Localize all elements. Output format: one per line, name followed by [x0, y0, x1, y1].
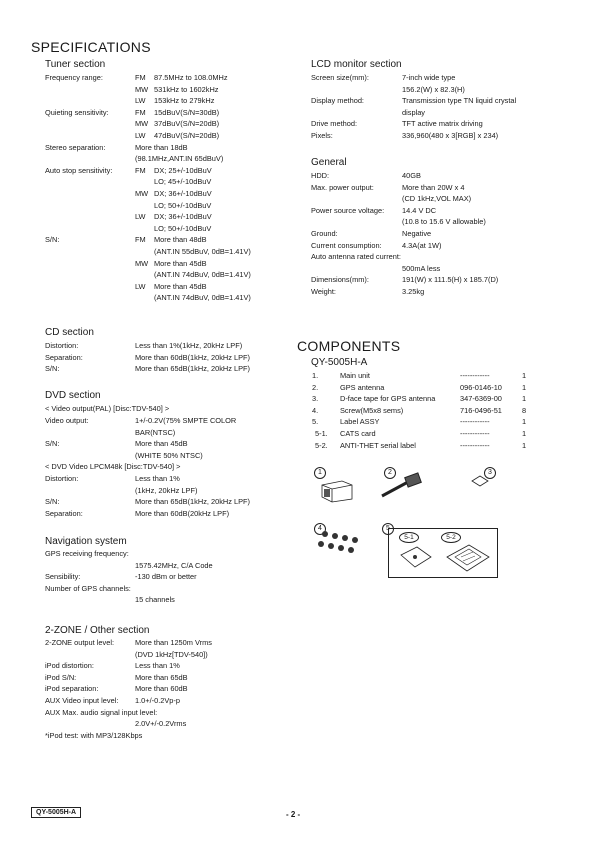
page-title: SPECIFICATIONS: [31, 39, 151, 55]
band-label: FM: [135, 235, 146, 245]
spec-value: BAR(NTSC): [135, 427, 176, 437]
component-number: 4.: [312, 405, 319, 415]
gps-antenna-drawing: [378, 472, 428, 500]
band-label: FM: [135, 73, 146, 82]
spec-value: More than 48dB: [154, 235, 207, 245]
spec-value: More than 60dB: [135, 684, 188, 694]
band-label: MW: [135, 84, 149, 94]
spec-label: S/N:: [45, 439, 60, 449]
spec-value: More than 45dB: [135, 439, 188, 449]
spec-value: 37dBuV(S/N=20dB): [154, 119, 220, 129]
spec-value: (ANT.IN 74dBuV, 0dB=1.41V): [154, 270, 251, 280]
lcd-heading: LCD monitor section: [311, 59, 402, 70]
component-quantity: 1: [522, 417, 527, 427]
spec-label: Dimensions(mm):: [311, 275, 369, 285]
band-label: FM: [135, 165, 146, 175]
tape-drawing: [470, 474, 490, 488]
spec-value: 191(W) x 111.5(H) x 185.7(D): [402, 275, 499, 285]
callout-1: 1: [314, 467, 326, 479]
component-number: 5-2.: [315, 440, 328, 450]
spec-value: 1.0+/-0.2Vp-p: [135, 696, 180, 705]
component-number: 5.: [312, 417, 319, 427]
spec-value: -130 dBm or better: [135, 572, 197, 582]
band-label: MW: [135, 119, 149, 129]
component-quantity: 8: [522, 405, 527, 415]
spec-label: Pixels:: [311, 131, 333, 140]
components-title: COMPONENTS: [297, 338, 401, 354]
spec-value: Less than 1%: [135, 474, 180, 483]
spec-value: DX; 36+/-10dBuV: [154, 212, 212, 222]
spec-label: Sensibility:: [45, 572, 81, 582]
callout-5-1: 5-1: [399, 532, 419, 543]
spec-label: iPod distortion:: [45, 661, 94, 671]
spec-value: (ANT.IN 55dBuV, 0dB=1.41V): [154, 247, 251, 256]
spec-value: More than 1250m Vrms: [135, 638, 212, 647]
spec-label: 2-ZONE output level:: [45, 638, 115, 647]
component-quantity: 1: [522, 440, 527, 450]
spec-label: Drive method:: [311, 119, 358, 129]
component-name: ANTI-THET serial label: [340, 440, 416, 450]
spec-value: 87.5MHz to 108.0MHz: [154, 73, 228, 82]
component-number: 2.: [312, 382, 319, 392]
spec-label: iPod S/N:: [45, 672, 77, 682]
spec-label: Video output:: [45, 416, 89, 425]
spec-value: 531kHz to 1602kHz: [154, 84, 219, 94]
spec-value: 2.0V+/-0.2Vrms: [135, 719, 187, 729]
spec-label: Quieting sensitivity:: [45, 107, 109, 117]
component-part-number: ------------: [460, 429, 490, 438]
spec-label: Auto stop sensitivity:: [45, 165, 113, 175]
band-label: LW: [135, 281, 146, 291]
spec-label: *iPod test: with MP3/128Kbps: [45, 730, 143, 740]
spec-label: S/N:: [45, 497, 60, 507]
page-number: - 2 -: [286, 810, 301, 819]
spec-value: 15 channels: [135, 595, 175, 605]
band-label: MW: [135, 189, 149, 198]
footer-model-badge: QY-5005H-A: [31, 807, 81, 818]
spec-label: iPod separation:: [45, 684, 99, 694]
spec-value: 156.2(W) x 82.3(H): [402, 84, 465, 94]
spec-value: 7-inch wide type: [402, 73, 456, 82]
spec-value: LO; 50+/-10dBuV: [154, 200, 212, 210]
spec-value: More than 18dB: [135, 142, 188, 152]
spec-label: Stereo separation:: [45, 142, 106, 152]
spec-value: 1575.42MHz, C/A Code: [135, 560, 213, 570]
spec-label: Auto antenna rated current:: [311, 252, 401, 262]
spec-label: Weight:: [311, 287, 336, 296]
callout-5: 5: [382, 523, 394, 535]
dvd-subheading-lpcm: < DVD Video LPCM48k [Disc:TDV-540] >: [45, 462, 181, 471]
spec-value: (98.1MHz,ANT.IN 65dBuV): [135, 154, 224, 164]
component-part-number: 347-6369-00: [460, 394, 502, 404]
callout-5-2: 5-2: [441, 532, 461, 543]
dvd-subheading-video: < Video output(PAL) [Disc:TDV-540] >: [45, 404, 170, 413]
component-name: Label ASSY: [340, 417, 380, 427]
component-number: 5-1.: [315, 429, 328, 438]
spec-label: Screen size(mm):: [311, 73, 369, 82]
spec-label: AUX Video input level:: [45, 696, 119, 705]
nav-heading: Navigation system: [45, 536, 127, 547]
spec-value: Negative: [402, 229, 432, 238]
screws-drawing: [315, 528, 363, 558]
spec-value: More than 45dB: [154, 258, 207, 268]
spec-value: (DVD 1kHz[TDV-540]): [135, 649, 208, 659]
spec-value: (WHITE 50% NTSC): [135, 450, 203, 460]
spec-label: AUX Max. audio signal input level:: [45, 707, 158, 717]
callout-3: 3: [484, 467, 496, 479]
spec-label: Separation:: [45, 508, 83, 518]
spec-value: 14.4 V DC: [402, 205, 437, 215]
component-name: Screw(M5x8 sems): [340, 405, 404, 415]
component-number: 1.: [312, 371, 319, 380]
spec-value: 153kHz to 279kHz: [154, 96, 215, 106]
spec-label: Separation:: [45, 352, 83, 362]
spec-label: HDD:: [311, 171, 330, 180]
general-heading: General: [311, 157, 347, 168]
label-drawings: [399, 543, 491, 575]
band-label: FM: [135, 107, 146, 117]
spec-value: 1+/-0.2V(75% SMPTE COLOR: [135, 416, 237, 425]
spec-value: LO; 50+/-10dBuV: [154, 223, 212, 233]
spec-value: 15dBuV(S/N=30dB): [154, 107, 220, 117]
tuner-heading: Tuner section: [45, 59, 106, 70]
spec-label: Current consumption:: [311, 240, 382, 250]
spec-value: DX; 36+/-10dBuV: [154, 189, 212, 198]
component-quantity: 1: [522, 382, 527, 392]
spec-label: Distortion:: [45, 341, 79, 350]
spec-value: More than 65dB: [135, 672, 188, 682]
spec-value: 40GB: [402, 171, 421, 180]
spec-label: Display method:: [311, 96, 364, 106]
spec-value: 4.3A(at 1W): [402, 240, 442, 250]
callout-2: 2: [384, 467, 396, 479]
spec-value: 336,960(480 x 3[RGB] x 234): [402, 131, 499, 140]
spec-label: Number of GPS channels:: [45, 583, 131, 593]
spec-label: S/N:: [45, 364, 60, 374]
component-name: GPS antenna: [340, 382, 385, 392]
callout-4: 4: [314, 523, 326, 535]
spec-value: DX; 25+/-10dBuV: [154, 165, 212, 175]
spec-value: (CD 1kHz,VOL MAX): [402, 194, 472, 204]
spec-value: More than 45dB: [154, 281, 207, 291]
component-part-number: 716-0496-51: [460, 405, 502, 415]
spec-value: TFT active matrix driving: [402, 119, 483, 129]
spec-value: Transmission type TN liquid crystal: [402, 96, 517, 106]
spec-label: Power source voltage:: [311, 205, 385, 215]
spec-value: Less than 1%(1kHz, 20kHz LPF): [135, 341, 243, 350]
main-unit-drawing: [318, 475, 358, 503]
band-label: LW: [135, 96, 146, 106]
component-part-number: ------------: [460, 371, 490, 380]
spec-value: (10.8 to 15.6 V allowable): [402, 217, 486, 227]
label-assy-box: [388, 528, 498, 578]
zone-heading: 2-ZONE / Other section: [45, 625, 150, 636]
spec-value: More than 60dB(20kHz LPF): [135, 508, 230, 518]
spec-value: Less than 1%: [135, 661, 180, 671]
component-quantity: 1: [522, 371, 527, 380]
component-part-number: 096-0146-10: [460, 382, 502, 392]
spec-value: 500mA less: [402, 263, 441, 273]
spec-value: display: [402, 107, 426, 117]
spec-value: 3.25kg: [402, 287, 425, 296]
component-part-number: ------------: [460, 417, 490, 427]
spec-value: More than 60dB(1kHz, 20kHz LPF): [135, 352, 251, 362]
dvd-heading: DVD section: [45, 390, 101, 401]
component-part-number: ------------: [460, 440, 490, 450]
cd-heading: CD section: [45, 327, 94, 338]
spec-label: Max. power output:: [311, 182, 374, 192]
spec-value: (ANT.IN 74dBuV, 0dB=1.41V): [154, 293, 251, 303]
component-name: Main unit: [340, 371, 370, 380]
component-quantity: 1: [522, 394, 527, 404]
band-label: LW: [135, 131, 146, 140]
spec-label: GPS receiving frequency:: [45, 549, 129, 558]
spec-value: LO; 45+/-10dBuV: [154, 177, 212, 187]
components-model: QY-5005H-A: [311, 357, 368, 368]
spec-value: More than 65dB(1kHz, 20kHz LPF): [135, 364, 251, 374]
component-quantity: 1: [522, 429, 527, 438]
spec-value: 47dBuV(S/N=20dB): [154, 131, 220, 140]
spec-value: More than 20W x 4: [402, 182, 465, 192]
spec-value: More than 65dB(1kHz, 20kHz LPF): [135, 497, 251, 507]
spec-label: S/N:: [45, 235, 60, 245]
spec-label: Distortion:: [45, 474, 79, 483]
band-label: LW: [135, 212, 146, 222]
spec-value: (1kHz, 20kHz LPF): [135, 485, 198, 495]
spec-label: Ground:: [311, 229, 338, 238]
component-name: D-face tape for GPS antenna: [340, 394, 436, 404]
band-label: MW: [135, 258, 149, 268]
spec-label: Frequency range:: [45, 73, 103, 82]
component-number: 3.: [312, 394, 319, 404]
component-name: CATS card: [340, 429, 376, 438]
